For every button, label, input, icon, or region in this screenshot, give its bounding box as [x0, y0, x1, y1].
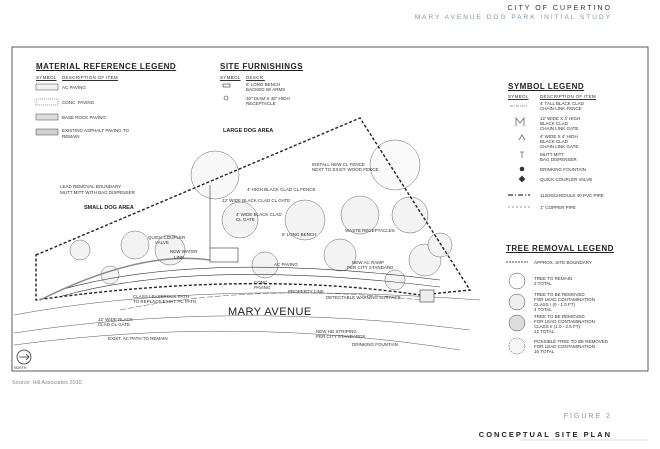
symbol-item: 1120/SCHEDULE 40 PVC PIPE [540, 193, 604, 198]
symbol-item: CHAIN LINK FENCE [540, 106, 582, 111]
plan-label: AC PAVING [274, 262, 298, 267]
north-label: NORTH [14, 366, 27, 370]
symbol-legend-title: SYMBOL LEGEND [508, 82, 585, 91]
symbol-col-symbol: SYMBOL [508, 94, 529, 99]
symbol-item: 1" COPPER PIPE [540, 205, 576, 210]
plan-label: 12' WIDE BLACK CLAD CL GATE [222, 198, 291, 203]
symbol-item: BAG DISPENSER [540, 157, 577, 162]
plan-label: LEAD REMOVAL BOUNDARY [60, 184, 122, 189]
symbol-item: CHAIN LINK GATE [540, 144, 579, 149]
plan-label: PER CITY STANDARD [347, 265, 394, 270]
symbol-item: 12' WIDE X 4' HIGH [540, 116, 581, 121]
street-label: MARY AVENUE [228, 306, 312, 318]
furnishing-item: RECEPTACLE [246, 101, 276, 106]
tree-item: 2 TOTAL [534, 281, 552, 286]
tree-class1-symbol [509, 294, 525, 310]
small-dog-area-label: SMALL DOG AREA [84, 205, 134, 211]
material-col-desc: DESCRIPTION OF ITEM [62, 75, 118, 80]
tree-item: 4 TOTAL [534, 307, 552, 312]
symbol-item: MUTT MITT [540, 152, 565, 157]
plan-label: EXIST. AC PATH TO REMAIN [108, 336, 168, 341]
header-title: CITY OF CUPERTINO [507, 5, 612, 12]
plan-label: PAVING [254, 285, 271, 290]
furnishing-item: BACKED W/ ARMS [246, 87, 286, 92]
north-arrow-pointer [19, 354, 29, 360]
tree-class2-symbol [509, 315, 525, 331]
road-edge-2 [14, 316, 470, 333]
symbol-item: 4' WIDE X 4' HIGH [540, 134, 578, 139]
material-swatches [36, 84, 58, 135]
plan-label: PROPERTY LINE [288, 289, 324, 294]
symbol-item: QUICK COUPLER VALVE [540, 177, 593, 182]
plan-label: TO REPLACE EXIST. AC PATH [133, 299, 197, 304]
symbol-item: BLACK CLAD [540, 121, 569, 126]
tree [385, 270, 405, 290]
material-item: REMAIN [62, 134, 80, 139]
tree-item: FOR LEAD CONTAMINATION [534, 297, 595, 302]
plan-label: NEW WATER [170, 249, 198, 254]
swatch-conc-paving [36, 99, 58, 105]
tree-item: APPROX. SITE BOUNDARY [534, 260, 592, 265]
plan-label: DRINKING FOUNTAIN [352, 342, 398, 347]
tree-remain-symbol [509, 273, 525, 289]
symbol-legend-symbols [508, 106, 530, 207]
qcv-symbol [519, 176, 525, 182]
tree [428, 233, 452, 257]
road-edge-3 [14, 331, 460, 350]
plan-label: QUICK COUPLER [148, 235, 186, 240]
plan-label: WASTE RECEPTACLES [345, 228, 395, 233]
plan-label: CLASS I BASEROCK PATH [133, 294, 190, 299]
site-furnishings-title: SITE FURNISHINGS [220, 62, 304, 71]
material-item: EXISTING ASPHALT PAVING TO [62, 128, 130, 133]
tree-legend-symbols [506, 262, 528, 354]
bench-symbol [223, 84, 230, 87]
plan-label: PER CITY STANDARDS [316, 334, 366, 339]
figure-title: CONCEPTUAL SITE PLAN [478, 430, 612, 439]
swatch-ac-paving [36, 84, 58, 90]
swatch-base-rock [36, 114, 58, 120]
tree [191, 151, 239, 199]
tree-item: 12 TOTAL [534, 329, 555, 334]
plan-label: NEW HD STRIPING [316, 329, 357, 334]
tree-item: 16 TOTAL [534, 349, 555, 354]
receptacle-symbol [224, 96, 228, 100]
large-dog-area-label: LARGE DOG AREA [223, 128, 274, 134]
furnishing-item: 30" DIAM X 45" HIGH [246, 96, 290, 101]
plan-label: DETECTABLE WARNING SURFACE [326, 295, 401, 300]
header-subtitle: MARY AVENUE DOG PARK INITIAL STUDY [414, 14, 612, 21]
tree-item: CLASS I (0 - 1.0 FT) [534, 302, 576, 307]
material-legend-title: MATERIAL REFERENCE LEGEND [36, 62, 177, 71]
plan-label: INSTALL NEW CL FENCE [312, 162, 365, 167]
symbol-item: 4' TALL BLACK CLAD [540, 101, 585, 106]
mutt-mitt-symbol [520, 152, 524, 158]
plan-label: NEXT TO EXIST. WOOD FENCE [312, 167, 379, 172]
plan-label: LINE [174, 255, 185, 260]
tree-item: FOR LEAD CONTAMINATION [534, 344, 595, 349]
plan-label: NEW AC RAMP [352, 260, 385, 265]
symbol-col-desc: DESCRIPTION OF ITEM [540, 94, 596, 99]
furnishings-col-symbol: SYMBOL [220, 75, 241, 80]
symbol-item: BLACK CLAD [540, 139, 569, 144]
tree-item: POSSIBLE TREE TO BE REMOVED [534, 339, 609, 344]
plan-label: 12' WIDE BLACK [98, 317, 133, 322]
tree-item: TREE TO BE REMOVED [534, 314, 585, 319]
gate-12-symbol [516, 118, 524, 126]
material-col-symbol: SYMBOL [36, 75, 57, 80]
tree-item: FOR LEAD CONTAMINATION [534, 319, 595, 324]
fountain-symbol [520, 167, 524, 171]
ramp [420, 290, 434, 302]
tree-item: TREE TO REMAIN [534, 276, 573, 281]
tree-legend-title: TREE REMOVAL LEGEND [506, 244, 614, 253]
plan-label: 6' LONG BENCH [282, 232, 317, 237]
material-item: AC PAVING [62, 85, 86, 90]
plan-label: CLAD CL GATE [98, 322, 131, 327]
entry-gate [210, 248, 238, 262]
furnishing-item: 6' LONG BENCH [246, 82, 281, 87]
tree-item: TREE TO BE REMOVED [534, 292, 585, 297]
plan-label: CL GATE [236, 217, 255, 222]
source-note: Source: Hill Associates 2010 [12, 380, 82, 386]
swatch-existing-asphalt [36, 129, 58, 135]
figure-number: FIGURE 2 [563, 413, 612, 420]
plan-label: 4' WIDE BLACK CLAD [236, 212, 282, 217]
road-lines [14, 293, 480, 350]
tree [370, 140, 420, 190]
tree [121, 231, 149, 259]
material-item: CONC. PAVING [62, 100, 95, 105]
plan-label: CONC [254, 280, 268, 285]
symbol-item: DRINKING FOUNTAIN [540, 167, 586, 172]
material-item: BASE ROCK PAVING [62, 115, 106, 120]
furnishings-col-desc: DESCR. [246, 75, 265, 80]
tree-item: CLASS II (1.0 - 2.5 FT) [534, 324, 581, 329]
plan-label: MUTT MITT WITH BAG DISPENSER [60, 190, 135, 195]
symbol-item: CHAIN LINK GATE [540, 126, 579, 131]
gate-4-symbol [519, 135, 525, 140]
furnishing-symbols [223, 84, 230, 100]
plan-label: VALVE [155, 240, 169, 245]
plan-label: 4' HIGH BLACK CLAD CL FENCE [247, 187, 316, 192]
tree [70, 240, 90, 260]
tree-possible-symbol [509, 338, 525, 354]
